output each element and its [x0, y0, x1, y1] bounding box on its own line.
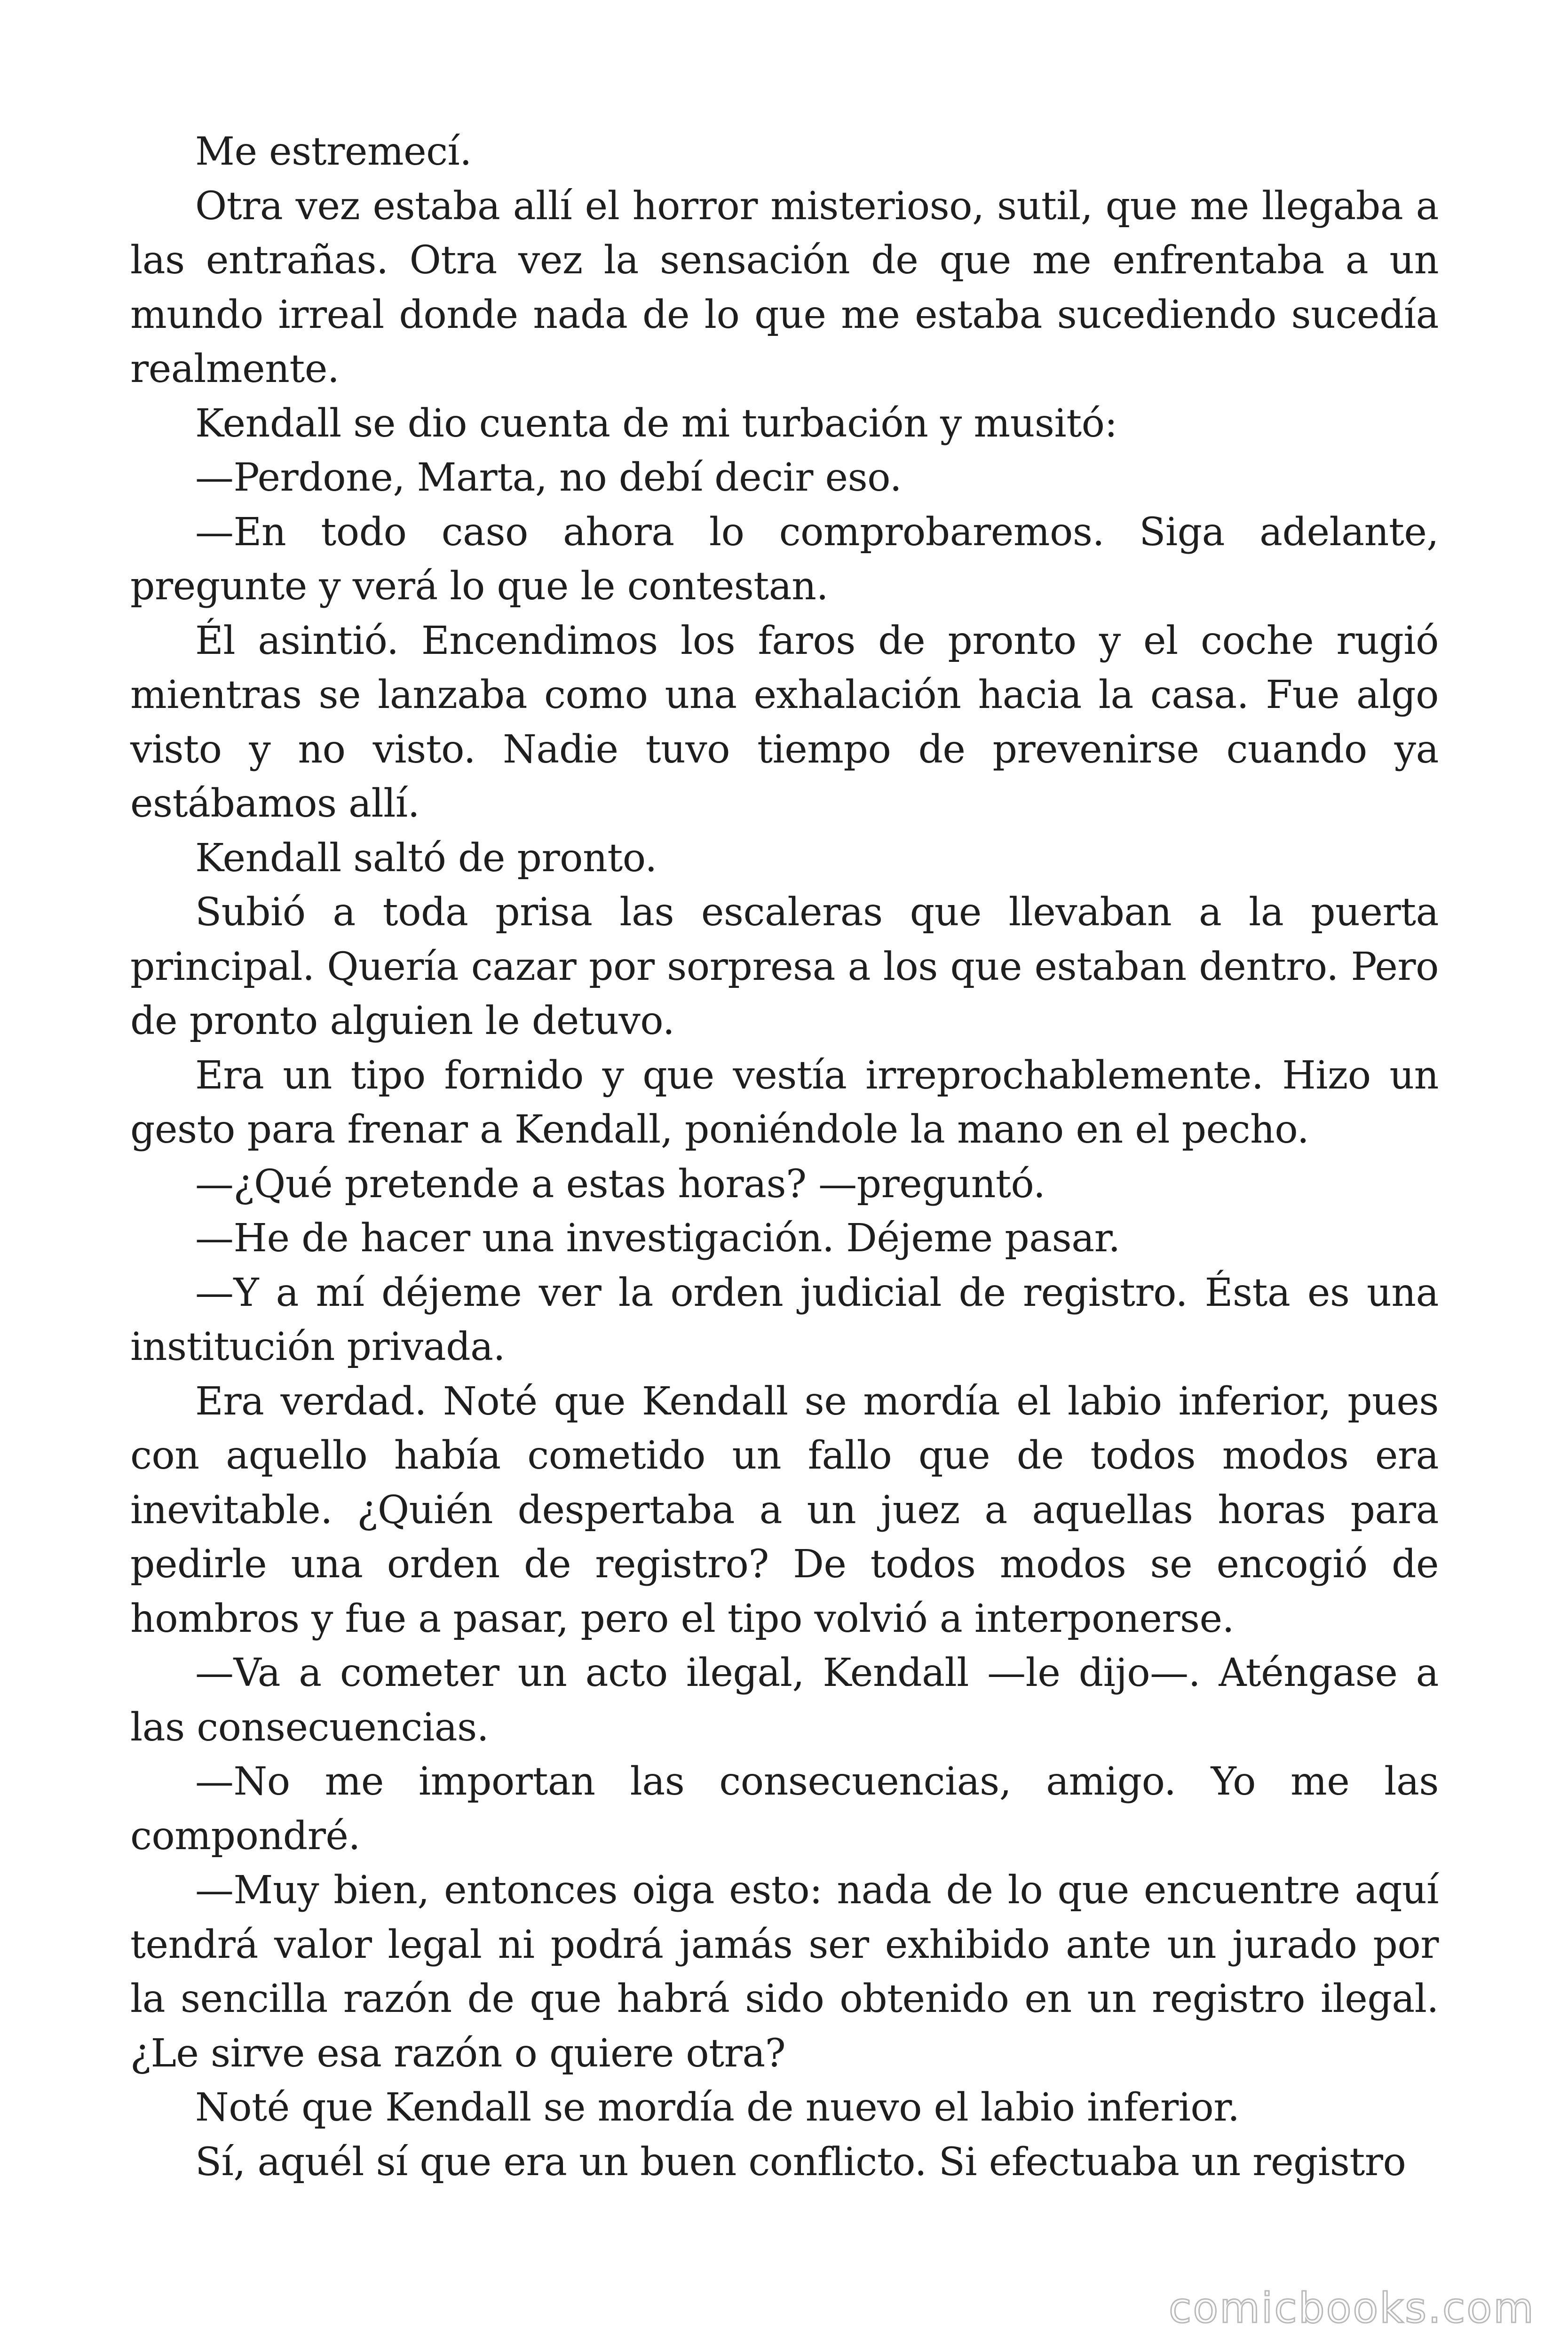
- paragraph: —Va a cometer un acto ilegal, Kendall —le dijo—. Aténgase a las consecuencias.: [130, 1651, 1439, 1750]
- page-body-text: [130, 125, 1439, 2189]
- paragraph: Otra vez estaba allí el horror misterioso, sutil, que me llegaba a las entrañas. Otra vez la sensación de que me enfrentaba a un mundo irreal donde nada de lo que me estaba sucediendo sucedía realmente.: [130, 183, 1439, 391]
- watermark: comicbooks.com: [1168, 2284, 1535, 2332]
- paragraph: Sí, aquél sí que era un buen conflicto. Si efectuaba un registro: [195, 2139, 1406, 2185]
- paragraph: Subió a toda prisa las escaleras que llevaban a la puerta principal. Quería cazar por sorpresa a los que estaban dentro. Pero de pronto alguien le detuvo.: [130, 890, 1439, 1043]
- paragraph: —Y a mí déjeme ver la orden judicial de registro. Ésta es una institución privada.: [130, 1270, 1439, 1369]
- paragraph: —Perdone, Marta, no debí decir eso.: [195, 455, 902, 500]
- paragraph: Era verdad. Noté que Kendall se mordía el labio inferior, pues con aquello había cometido un fallo que de todos modos era inevitable. ¿Quién despertaba a un juez a aquellas horas para pedirle una orden de registro? De todos modos se encogió de hombros y fue a pasar, pero el tipo volvió a interponerse.: [130, 1379, 1439, 1641]
- paragraph: Él asintió. Encendimos los faros de pronto y el coche rugió mientras se lanzaba como una exhalación hacia la casa. Fue algo visto y no visto. Nadie tuvo tiempo de prevenirse cuando ya estábamos allí.: [130, 618, 1439, 826]
- paragraph: —Muy bien, entonces oiga esto: nada de lo que encuentre aquí tendrá valor legal ni podrá jamás ser exhibido ante un jurado por la sencilla razón de que habrá sido obtenido en un registro ilegal. ¿Le sirve esa razón o quiere otra?: [130, 1868, 1439, 2076]
- paragraph: —No me importan las consecuencias, amigo. Yo me las compondré.: [130, 1759, 1439, 1859]
- paragraph: Kendall se dio cuenta de mi turbación y musitó:: [195, 401, 1117, 446]
- paragraph: —En todo caso ahora lo comprobaremos. Siga adelante, pregunte y verá lo que le contestan.: [130, 509, 1439, 609]
- paragraph: Noté que Kendall se mordía de nuevo el labio inferior.: [195, 2085, 1240, 2130]
- paragraph: —¿Qué pretende a estas horas? —preguntó.: [195, 1161, 1045, 1207]
- paragraph: —He de hacer una investigación. Déjeme pasar.: [195, 1216, 1120, 1261]
- paragraph: Kendall saltó de pronto.: [195, 835, 657, 881]
- paragraph: Me estremecí.: [195, 129, 472, 174]
- paragraph: Era un tipo fornido y que vestía irreprochablemente. Hizo un gesto para frenar a Kendall, poniéndole la mano en el pecho.: [130, 1053, 1439, 1152]
